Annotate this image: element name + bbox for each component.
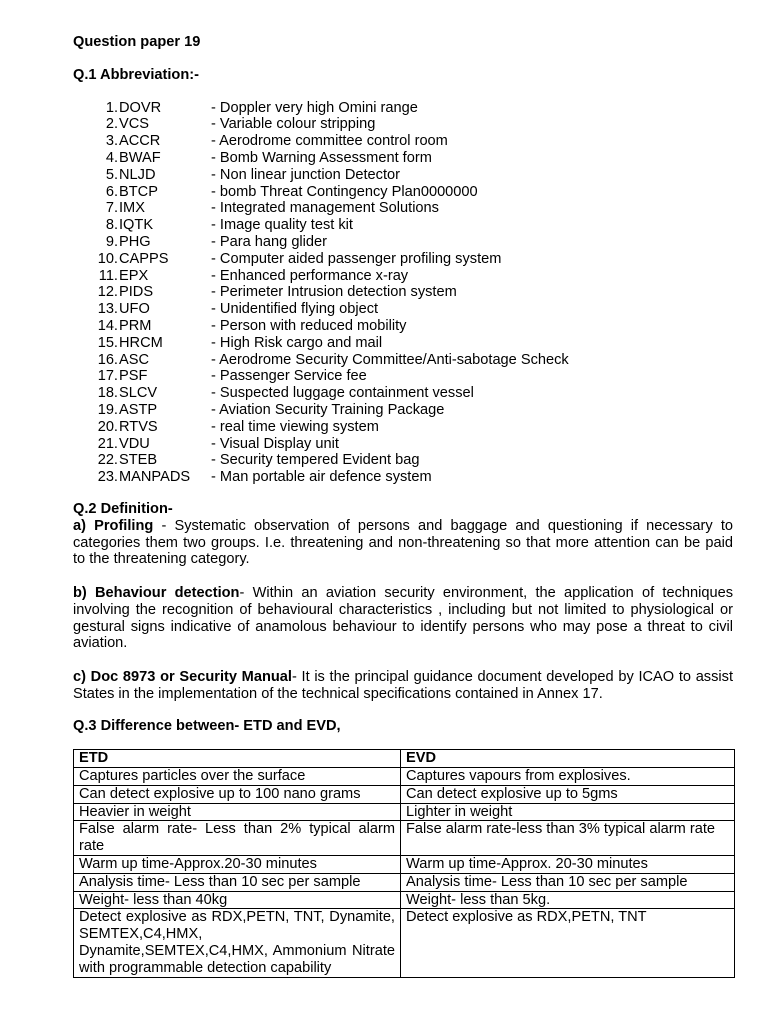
abbreviation-definition: - Suspected luggage containment vessel — [211, 385, 474, 402]
list-item — [73, 368, 733, 385]
list-item — [73, 385, 733, 402]
abbreviation-code: CAPPS — [119, 250, 169, 267]
table-row — [74, 891, 735, 909]
abbreviation-definition: - Computer aided passenger profiling system — [211, 250, 502, 267]
evd-cell: False alarm rate-less than 3% typical alarm rate — [401, 821, 735, 856]
abbreviation-definition: - Para hang glider — [211, 233, 328, 250]
etd-cell: Detect explosive as RDX,PETN, TNT, Dynamite, SEMTEX,C4,HMX, Dynamite,SEMTEX,C4,HMX, Ammonium Nitrate with programmable detection capability — [74, 909, 401, 977]
list-item — [73, 419, 733, 436]
abbreviation-definition: - Non linear junction Detector — [211, 166, 400, 183]
definition-doc-8973 — [73, 669, 733, 703]
evd-cell: Lighter in weight — [401, 803, 735, 821]
column-header-evd: EVD — [401, 750, 735, 768]
list-item — [73, 352, 733, 369]
abbreviation-code: HRCM — [119, 334, 163, 351]
item-number: 3. — [105, 133, 118, 150]
evd-cell: Can detect explosive up to 5gms — [401, 785, 735, 803]
abbreviation-list — [73, 100, 733, 486]
abbreviation-code: IQTK — [119, 217, 154, 234]
abbreviation-definition: - Man portable air defence system — [211, 469, 432, 486]
list-item — [73, 100, 733, 117]
list-item — [73, 116, 733, 133]
item-number: 16. — [97, 351, 118, 368]
table-body — [74, 768, 735, 978]
table-row — [74, 803, 735, 821]
abbreviation-code: BTCP — [119, 183, 158, 200]
abbreviation-code: EPX — [119, 267, 149, 284]
abbreviation-code: PRM — [119, 317, 152, 334]
item-number: 14. — [97, 317, 118, 334]
item-number: 4. — [105, 149, 118, 166]
item-number: 5. — [105, 166, 118, 183]
table-row — [74, 768, 735, 786]
etd-cell: Warm up time-Approx.20-30 minutes — [74, 856, 401, 874]
list-item — [73, 200, 733, 217]
list-item — [73, 234, 733, 251]
item-number: 17. — [97, 368, 118, 385]
definition-term: a) Profiling — [73, 517, 154, 534]
list-item — [73, 150, 733, 167]
list-item — [73, 318, 733, 335]
item-number: 20. — [97, 418, 118, 435]
abbreviation-definition: - real time viewing system — [211, 418, 379, 435]
abbreviation-definition: - Aviation Security Training Package — [211, 401, 445, 418]
table-row — [74, 856, 735, 874]
item-number: 23. — [97, 469, 118, 486]
evd-cell: Warm up time-Approx. 20-30 minutes — [401, 856, 735, 874]
column-header-etd: ETD — [74, 750, 401, 768]
definition-behaviour-detection — [73, 585, 733, 652]
list-item — [73, 436, 733, 453]
item-number: 15. — [97, 334, 118, 351]
item-number: 11. — [98, 267, 118, 284]
abbreviation-code: ASTP — [119, 401, 158, 418]
item-number: 7. — [105, 200, 118, 217]
item-number: 6. — [105, 183, 118, 200]
abbreviation-code: DOVR — [119, 99, 162, 116]
item-number: 12. — [97, 284, 118, 301]
abbreviation-code: MANPADS — [119, 469, 191, 486]
list-item — [73, 184, 733, 201]
list-item — [73, 335, 733, 352]
evd-cell: Captures vapours from explosives. — [401, 768, 735, 786]
abbreviation-definition: - Security tempered Evident bag — [211, 452, 420, 469]
table-row — [74, 821, 735, 856]
abbreviation-code: NLJD — [119, 166, 156, 183]
q2-heading: Q.2 Definition- — [73, 500, 173, 517]
definition-term: c) Doc 8973 or Security Manual — [73, 668, 292, 685]
item-number: 9. — [105, 233, 118, 250]
abbreviation-definition: - Integrated management Solutions — [211, 200, 439, 217]
list-item — [73, 217, 733, 234]
table-header-row — [74, 750, 735, 768]
definition-profiling — [73, 518, 733, 568]
item-number: 19. — [97, 401, 118, 418]
abbreviation-definition: - bomb Threat Contingency Plan0000000 — [211, 183, 478, 200]
abbreviation-code: RTVS — [119, 418, 158, 435]
abbreviation-definition: - Variable colour stripping — [211, 116, 376, 133]
list-item — [73, 301, 733, 318]
etd-cell: Weight- less than 40kg — [74, 891, 401, 909]
abbreviation-definition: - Bomb Warning Assessment form — [211, 149, 432, 166]
abbreviation-code: VCS — [119, 116, 150, 133]
item-number: 2. — [105, 116, 118, 133]
etd-cell: Heavier in weight — [74, 803, 401, 821]
list-item — [73, 469, 733, 486]
abbreviation-code: STEB — [119, 452, 158, 469]
abbreviation-code: IMX — [119, 200, 145, 217]
table-row — [74, 785, 735, 803]
abbreviation-code: UFO — [119, 301, 150, 318]
evd-cell: Analysis time- Less than 10 sec per sample — [401, 873, 735, 891]
abbreviation-definition: - Passenger Service fee — [211, 368, 367, 385]
abbreviation-code: ACCR — [119, 133, 161, 150]
item-number: 21. — [97, 435, 118, 452]
abbreviation-definition: - Doppler very high Omini range — [211, 99, 418, 116]
abbreviation-definition: - Enhanced performance x-ray — [211, 267, 409, 284]
list-item — [73, 268, 733, 285]
definition-text: - Systematic observation of persons and baggage and questioning if necessary to categories them two groups. I.e. threatening and non-threatening so that more attention can be paid to the threatening category. — [73, 517, 733, 568]
abbreviation-definition: - Unidentified flying object — [211, 301, 379, 318]
evd-cell: Detect explosive as RDX,PETN, TNT — [401, 909, 735, 977]
list-item — [73, 167, 733, 184]
q3-heading: Q.3 Difference between- ETD and EVD, — [73, 718, 341, 735]
q1-heading: Q.1 Abbreviation:- — [73, 66, 199, 83]
abbreviation-code: PIDS — [119, 284, 154, 301]
abbreviation-definition: - Visual Display unit — [211, 435, 339, 452]
abbreviation-definition: - Aerodrome Security Committee/Anti-sabotage Scheck — [211, 351, 569, 368]
item-number: 13. — [97, 301, 118, 318]
etd-cell: False alarm rate- Less than 2% typical alarm rate — [74, 821, 401, 856]
abbreviation-definition: - Perimeter Intrusion detection system — [211, 284, 457, 301]
item-number: 18. — [97, 385, 118, 402]
list-item — [73, 452, 733, 469]
abbreviation-definition: - Aerodrome committee control room — [211, 133, 448, 150]
etd-cell: Can detect explosive up to 100 nano grams — [74, 785, 401, 803]
etd-evd-comparison-table — [73, 749, 735, 977]
item-number: 22. — [97, 452, 118, 469]
abbreviation-definition: - High Risk cargo and mail — [211, 334, 383, 351]
abbreviation-code: VDU — [119, 435, 150, 452]
table-row — [74, 909, 735, 977]
etd-cell: Analysis time- Less than 10 sec per sample — [74, 873, 401, 891]
item-number: 10. — [97, 250, 118, 267]
abbreviation-code: ASC — [119, 351, 150, 368]
list-item — [73, 133, 733, 150]
definition-text: - Within an aviation security environment, the application of techniques involving the recognition of behavioural characteristics , including but not limited to physiological or gestural signs indicative of anamolous behaviour to identify persons who may pose a threat to civil aviation. — [73, 584, 733, 652]
abbreviation-code: PHG — [119, 233, 151, 250]
definition-term: b) Behaviour detection — [73, 584, 240, 601]
definition-text: - It is the principal guidance document developed by ICAO to assist States in the implementation of the technical specifications contained in Annex 17. — [73, 668, 733, 702]
evd-cell: Weight- less than 5kg. — [401, 891, 735, 909]
abbreviation-definition: - Image quality test kit — [211, 217, 353, 234]
list-item — [73, 251, 733, 268]
table-row — [74, 873, 735, 891]
list-item — [73, 284, 733, 301]
abbreviation-code: BWAF — [119, 149, 161, 166]
abbreviation-code: PSF — [119, 368, 148, 385]
abbreviation-code: SLCV — [119, 385, 158, 402]
paper-title: Question paper 19 — [73, 34, 201, 50]
item-number: 1. — [105, 99, 118, 116]
abbreviation-definition: - Person with reduced mobility — [211, 317, 407, 334]
etd-cell: Captures particles over the surface — [74, 768, 401, 786]
list-item — [73, 402, 733, 419]
item-number: 8. — [105, 217, 118, 234]
document-page — [73, 34, 733, 978]
